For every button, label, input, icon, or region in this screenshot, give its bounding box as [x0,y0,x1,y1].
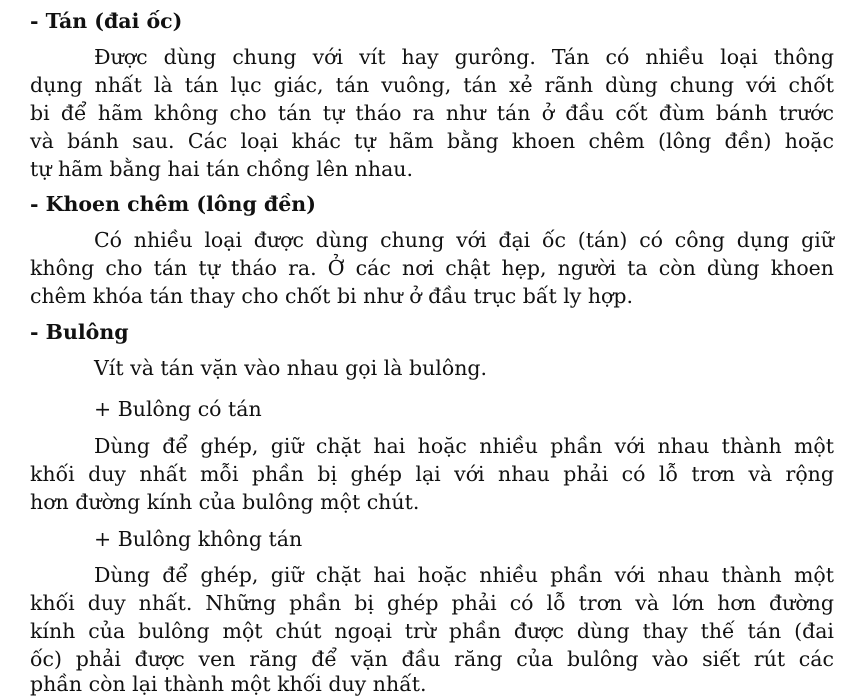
paragraph-line: ốc) phải được ven răng để vặn đầu răng của bulông vào siết rút các [30,647,834,671]
paragraph-line: phần còn lại thành một khối duy nhất. [30,672,427,696]
paragraph-line: khối duy nhất mỗi phần bị ghép lại với nhau phải có lỗ trơn và rộng [30,462,834,486]
paragraph-line: và bánh sau. Các loại khác tự hãm bằng khoen chêm (lông đền) hoặc [30,129,834,153]
paragraph-line: Dùng để ghép, giữ chặt hai hoặc nhiều phần với nhau thành một [94,434,834,458]
paragraph-line: Dùng để ghép, giữ chặt hai hoặc nhiều phần với nhau thành một [94,563,834,587]
paragraph-line: không cho tán tự tháo ra. Ở các nơi chật hẹp, người ta còn dùng khoen [30,256,834,280]
paragraph-line: tự hãm bằng hai tán chồng lên nhau. [30,157,414,181]
paragraph-line: Được dùng chung với vít hay gurông. Tán có nhiều loại thông [94,45,834,69]
paragraph-line: Vít và tán vặn vào nhau gọi là bulông. [94,356,488,380]
paragraph-line: Có nhiều loại được dùng chung với đại ốc (tán) có công dụng giữ [94,228,834,252]
paragraph-line: khối duy nhất. Những phần bị ghép phải có lỗ trơn và lớn hơn đường [30,591,834,615]
paragraph-line: chêm khóa tán thay cho chốt bi như ở đầu trục bất ly hợp. [30,284,634,308]
heading-khoen-chem: - Khoen chêm (lông đền) [30,192,316,216]
subheading-bulong-co-tan: + Bulông có tán [94,397,262,421]
paragraph-line: bi để hãm không cho tán tự tháo ra như tán ở đầu cốt đùm bánh trước [30,101,834,125]
paragraph-line: kính của bulông một chút ngoại trừ phần được dùng thay thế tán (đai [30,619,834,643]
heading-tan: - Tán (đai ốc) [30,9,183,33]
subheading-bulong-khong-tan: + Bulông không tán [94,527,303,551]
heading-bulong: - Bulông [30,320,129,344]
paragraph-line: hơn đường kính của bulông một chút. [30,490,420,514]
paragraph-line: dụng nhất là tán lục giác, tán vuông, tán xẻ rãnh dùng chung với chốt [30,73,834,97]
